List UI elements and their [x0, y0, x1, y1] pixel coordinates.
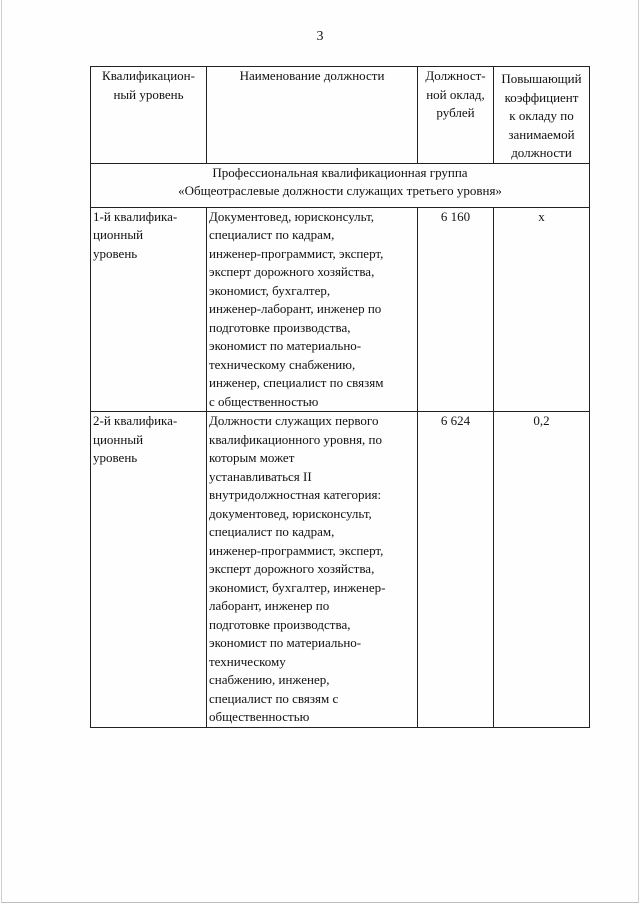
row-coefficient: х — [494, 207, 590, 412]
header-level: Квалификацион- ный уровень — [91, 67, 207, 164]
salary-table — [90, 66, 590, 728]
row-level: 1-й квалифика- ционный уровень — [91, 207, 207, 412]
group-title-row — [91, 163, 590, 207]
group-title: Профессиональная квалификационная группа «Общеотраслевые должности служащих третьего уровня» — [91, 163, 590, 207]
row-salary: 6 160 — [418, 207, 494, 412]
row-coefficient: 0,2 — [494, 412, 590, 728]
table-row — [91, 412, 590, 728]
table-row — [91, 207, 590, 412]
header-salary: Должност- ной оклад, рублей — [418, 67, 494, 164]
row-positions: Должности служащих первого квалификационного уровня, по которым может устанавливаться II внутридолжностная категория: документовед, юрисконсульт, специалист по кадрам, инженер-программист, эксперт, эксперт дорожного хозяйства, экономист, бухгалтер, инженер- лаборант, инженер по подготовке производства, экономист по материально- техническому снабжению, инженер, специалист по связям с общественностью — [207, 412, 418, 728]
table-header-row — [91, 67, 590, 164]
row-salary: 6 624 — [418, 412, 494, 728]
row-positions: Документовед, юрисконсульт, специалист по кадрам, инженер-программист, эксперт, эксперт дорожного хозяйства, экономист, бухгалтер, инженер-лаборант, инженер по подготовке производства, экономист по материально- техническому снабжению, инженер, специалист по связям с общественностью — [207, 207, 418, 412]
header-coefficient: Повышающий коэффициент к окладу по занимаемой должности — [494, 67, 590, 164]
row-level: 2-й квалифика- ционный уровень — [91, 412, 207, 728]
page-number: 3 — [316, 29, 324, 44]
header-position: Наименование должности — [207, 67, 418, 164]
